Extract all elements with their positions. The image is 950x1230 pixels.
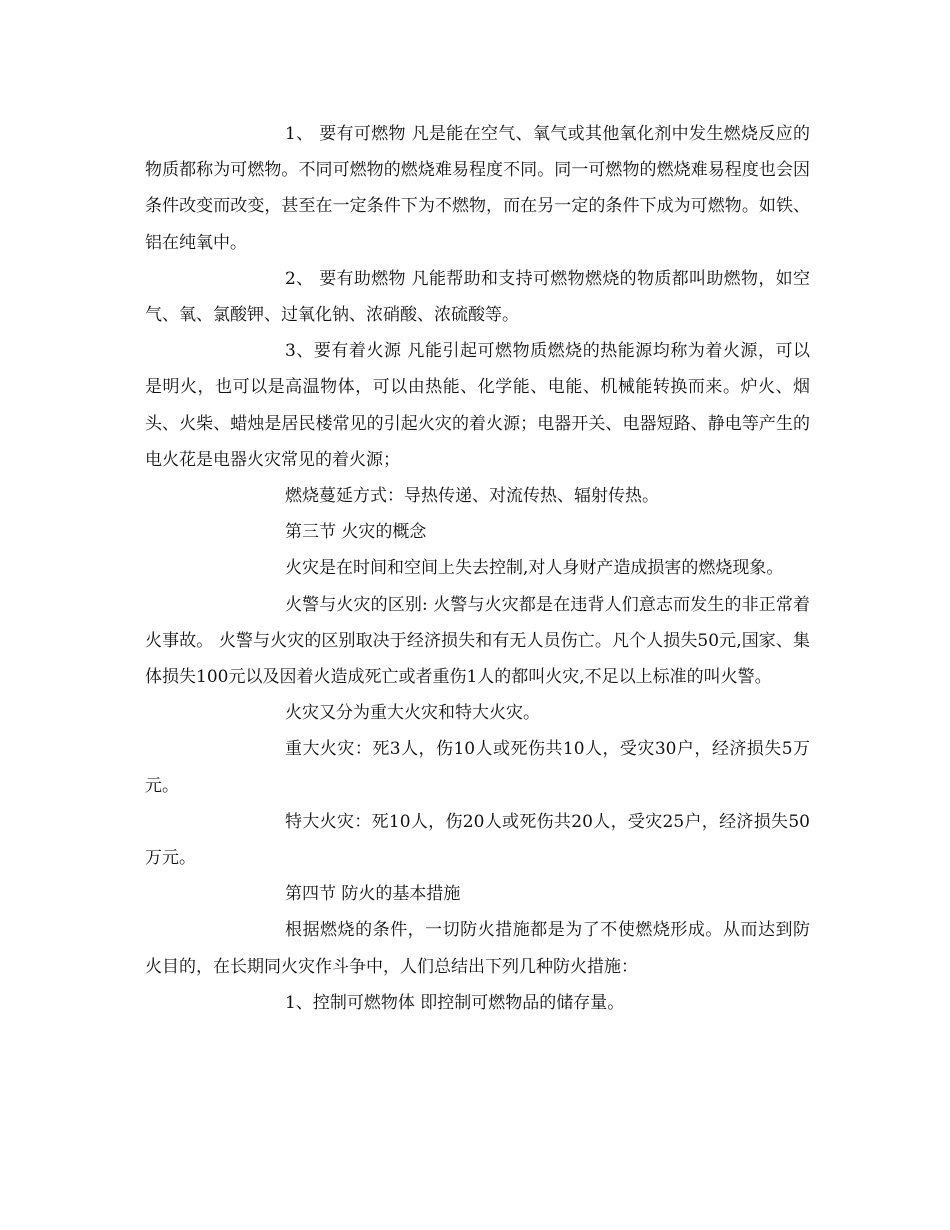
section-heading-4: 第四节 防火的基本措施	[285, 884, 461, 905]
paragraph-combustible: 1、 要有可燃物 凡是能在空气、氧气或其他氧化剂中发生燃烧反应的物质都称为可燃物。不同可燃物的燃烧难易程度不同。同一可燃物的燃烧难易程度也会因条件改变而改变，甚至在一定条件下为不燃物，而在另一定的条件下成为可燃物。如铁、铝在纯氧中。	[145, 124, 810, 253]
paragraph-oxidizer: 2、 要有助燃物 凡能帮助和支持可燃物燃烧的物质都叫助燃物，如空气、氧、氯酸钾、过氧化钠、浓硝酸、浓硫酸等。	[145, 268, 810, 326]
paragraph-extra-major-fire: 特大火灾：死10人，伤20人或死伤共20人，受灾25户，经济损失50万元。	[145, 811, 810, 869]
paragraph-control-combustibles: 1、控制可燃物体 即控制可燃物品的储存量。	[285, 992, 625, 1013]
paragraph-major-fire: 重大火灾：死3人，伤10人或死伤共10人，受灾30户，经济损失5万元。	[145, 739, 810, 796]
paragraph-fire-definition: 火灾是在时间和空间上失去控制,对人身财产造成损害的燃烧现象。	[285, 558, 784, 579]
document-body	[145, 116, 810, 1021]
paragraph-spread-modes: 燃烧蔓延方式：导热传递、对流传热、辐射传热。	[285, 486, 659, 507]
paragraph-prevention-intro: 根据燃烧的条件，一切防火措施都是为了不使燃烧形成。从而达到防火目的，在长期同火灾作斗争中，人们总结出下列几种防火措施：	[145, 920, 810, 977]
paragraph-fire-classes: 火灾又分为重大火灾和特大火灾。	[285, 703, 540, 724]
section-heading-3: 第三节 火灾的概念	[285, 522, 427, 543]
paragraph-ignition-source: 3、要有着火源 凡能引起可燃物质燃烧的热能源均称为着火源，可以是明火，也可以是高温物体，可以由热能、化学能、电能、机械能转换而来。炉火、烟头、火柴、蜡烛是居民楼常见的引起火灾的着火源；电器开关、电器短路、静电等产生的电火花是电器火灾常见的着火源；	[145, 341, 810, 470]
paragraph-alarm-vs-fire: 火警与火灾的区别: 火警与火灾都是在违背人们意志而发生的非正常着火事故。 火警与火灾的区别取决于经济损失和有无人员伤亡。凡个人损失50元,国家、集体损失100元以及因着火造成死亡或者重伤1人的都叫火灾,不足以上标准的叫火警。	[145, 594, 810, 688]
